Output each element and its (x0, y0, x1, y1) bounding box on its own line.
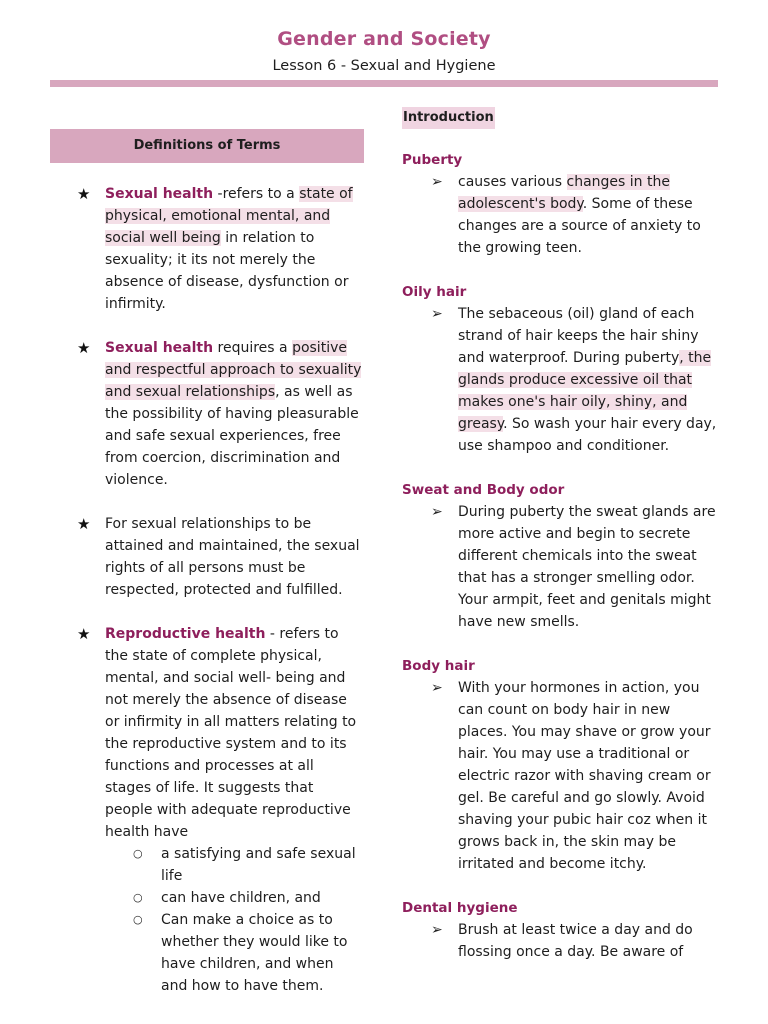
section-sweat-body-odor (402, 479, 722, 633)
sub-list-text: Can make a choice as to whether they would like to have children, and when and how to have them. (161, 912, 348, 994)
section-bullet (402, 501, 722, 633)
section-text: Brush at least twice a day and do flossing once a day. Be aware of (458, 922, 693, 960)
definition-text: , as well as the possibility of having pleasurable and safe sexual experiences, free from coercion, discrimination and violence. (105, 384, 359, 488)
definition-item (50, 623, 364, 843)
section-text: . Some of these changes are a source of anxiety to the growing teen. (458, 196, 701, 256)
section-heading: Puberty (402, 152, 463, 168)
arrow-bullet-icon: ➢ (431, 922, 443, 938)
definition-text: For sexual relationships to be attained and maintained, the sexual rights of all persons must be respected, protected and fulfilled. (105, 516, 360, 598)
definition-item (50, 337, 364, 491)
definition-item (50, 183, 364, 315)
section-text: With your hormones in action, you can count on body hair in new places. You may shave or grow your hair. You may use a traditional or electric razor with shaving cream or gel. Be careful and go slowly. Avoid shaving your pubic hair coz when it grows back in, the skin may be irritated and become itchy. (458, 680, 711, 872)
definition-term: Reproductive health (105, 626, 266, 642)
definition-term: Sexual health (105, 186, 214, 202)
sub-list-item (50, 887, 364, 909)
definitions-column (50, 129, 364, 997)
section-text: . So wash your hair every day, use shampoo and conditioner. (458, 416, 717, 454)
document-title: Gender and Society (277, 28, 491, 50)
definition-text: -refers to a (213, 186, 300, 202)
definition-text: requires a (213, 340, 293, 356)
section-dental-hygiene (402, 897, 722, 963)
introduction-column (402, 106, 722, 963)
document-subtitle: Lesson 6 - Sexual and Hygiene (272, 58, 496, 74)
arrow-bullet-icon: ➢ (431, 174, 443, 190)
section-oily-hair (402, 281, 722, 457)
header-divider (50, 80, 718, 87)
arrow-bullet-icon: ➢ (431, 504, 443, 520)
section-body-hair (402, 655, 722, 875)
sub-list-item (50, 909, 364, 997)
star-bullet-icon: ★ (77, 339, 91, 357)
sub-list-item (50, 843, 364, 887)
arrow-bullet-icon: ➢ (431, 306, 443, 322)
star-bullet-icon: ★ (77, 185, 91, 203)
section-heading: Body hair (402, 658, 475, 674)
sub-list-text: a satisfying and safe sexual life (161, 846, 356, 884)
star-bullet-icon: ★ (77, 625, 91, 643)
definition-term: Sexual health (105, 340, 214, 356)
section-bullet (402, 919, 722, 963)
definition-text: - refers to the state of complete physical, mental, and social well- being and not merely the absence of disease or infirmity in all matters relating to the reproductive system and to its functions and processes at all stages of life. It suggests that people with adequate reproductive health have (105, 626, 357, 840)
definition-item (50, 513, 364, 601)
circle-bullet-icon: ○ (133, 913, 143, 926)
section-heading: Oily hair (402, 284, 467, 300)
highlighted-text: positive and respectful approach to sexuality and sexual relationships (105, 340, 362, 400)
definitions-header-box: Definitions of Terms (50, 129, 364, 163)
section-bullet (402, 171, 722, 259)
section-text: causes various (458, 174, 567, 190)
sub-list-text: can have children, and (161, 890, 321, 906)
section-bullet (402, 677, 722, 875)
definition-text: in relation to sexuality; it its not merely the absence of disease, dysfunction or infirmity. (105, 230, 349, 312)
section-text: During puberty the sweat glands are more active and begin to secrete different chemicals into the sweat that has a stronger smelling odor. Your armpit, feet and genitals might have new smells. (458, 504, 716, 630)
star-bullet-icon: ★ (77, 515, 91, 533)
section-heading: Sweat and Body odor (402, 482, 565, 498)
arrow-bullet-icon: ➢ (431, 680, 443, 696)
section-bullet (402, 303, 722, 457)
introduction-label: Introduction (402, 107, 495, 129)
highlighted-text: changes in the adolescent's body (458, 174, 670, 212)
sub-list (50, 843, 364, 997)
section-text: The sebaceous (oil) gland of each strand of hair keeps the hair shiny and waterproof. During puberty (458, 306, 699, 366)
section-puberty (402, 149, 722, 259)
section-heading: Dental hygiene (402, 900, 518, 916)
circle-bullet-icon: ○ (133, 847, 143, 860)
circle-bullet-icon: ○ (133, 891, 143, 904)
highlighted-text: state of physical, emotional mental, and social well being (105, 186, 353, 246)
highlighted-text: , the glands produce excessive oil that makes one's hair oily, shiny, and greasy (458, 350, 712, 432)
